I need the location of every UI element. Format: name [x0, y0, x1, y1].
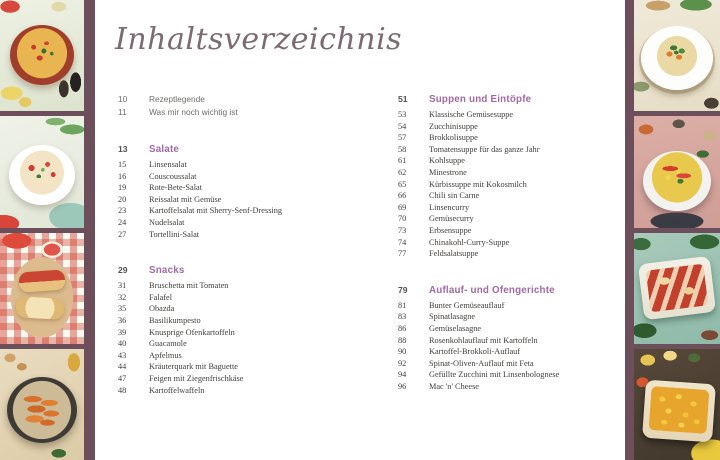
toc-intro-entry-label: Rezeptlegende: [149, 94, 205, 104]
toc-entry: [398, 358, 623, 370]
toc-entry-page-number: 24: [118, 217, 127, 227]
toc-column-right: [398, 93, 623, 392]
toc-entry: [118, 303, 390, 315]
toc-entry-page-number: 69: [398, 202, 407, 212]
toc-entry-label: Linsencurry: [429, 202, 470, 212]
toc-entry-page-number: 43: [118, 350, 127, 360]
toc-entry-page-number: 83: [398, 312, 407, 322]
toc-entry-label: Bruschetta mit Tomaten: [149, 281, 229, 291]
toc-entry: [118, 182, 390, 194]
toc-entry-page-number: 86: [398, 323, 407, 333]
toc-entry-page-number: 74: [398, 237, 407, 247]
toc-entry-page-number: 48: [118, 385, 127, 395]
toc-intro-entry: [118, 106, 390, 119]
toc-section-heading: [118, 264, 390, 277]
toc-section: [118, 143, 390, 240]
toc-section-heading-label: Salate: [149, 144, 180, 155]
photo-bruschetta: [0, 233, 84, 344]
toc-entry-page-number: 16: [118, 171, 127, 181]
toc-entry-label: Spinatlasagne: [429, 312, 476, 322]
toc-entry-page-number: 20: [118, 194, 127, 204]
toc-entry-page-number: 77: [398, 249, 407, 259]
photo-vegetable-curry: [634, 116, 720, 227]
toc-entry: [118, 315, 390, 327]
toc-section-heading-page-number: 13: [118, 144, 128, 154]
toc-entry-label: Knusprige Ofenkartoffeln: [149, 327, 235, 337]
toc-entry-page-number: 57: [398, 133, 407, 143]
toc-entry: [118, 338, 390, 350]
toc-column-left: [118, 93, 390, 396]
toc-entry-label: Kartoffelsalat mit Sherry-Senf-Dressing: [149, 206, 283, 216]
toc-entry-page-number: 58: [398, 144, 407, 154]
toc-entry-label: Kartoffelwaffeln: [149, 385, 205, 395]
toc-entry: [118, 229, 390, 241]
toc-entry-label: Tortellini-Salat: [149, 229, 200, 239]
toc-entry: [398, 335, 623, 347]
toc-entry: [398, 202, 623, 214]
toc-entry-label: Gemüselasagne: [429, 323, 482, 333]
toc-entry-label: Spinat-Oliven-Auflauf mit Feta: [429, 358, 534, 368]
toc-section: [118, 264, 390, 396]
toc-entry-page-number: 19: [118, 183, 127, 193]
photo-lasagna: [634, 233, 720, 344]
toc-entry-label: Erbsensuppe: [429, 225, 472, 235]
toc-entry-page-number: 54: [398, 121, 407, 131]
toc-intro-entry-label: Was mir noch wichtig ist: [149, 107, 238, 117]
toc-entry-label: Klassische Gemüsesuppe: [429, 110, 514, 119]
toc-entry-page-number: 40: [118, 339, 127, 349]
toc-entry: [118, 217, 390, 229]
toc-entry: [118, 373, 390, 385]
toc-entry: [398, 213, 623, 225]
toc-entry-label: Basilikumpesto: [149, 315, 201, 325]
photo-vegetable-soup: [634, 0, 720, 111]
toc-entry: [118, 292, 390, 304]
toc-intro-entry-page-number: 10: [118, 94, 128, 104]
toc-entry-label: Chili sin Carne: [429, 191, 480, 201]
toc-entry-label: Rote-Bete-Salat: [149, 183, 202, 193]
toc-entry-label: Kräuterquark mit Baguette: [149, 362, 238, 372]
toc-section-heading-label: Auflauf- und Ofengerichte: [429, 284, 555, 296]
photo-potato-wedges: [0, 349, 84, 460]
toc-entry-page-number: 70: [398, 214, 407, 224]
toc-entry-label: Bunter Gemüseauflauf: [429, 300, 505, 310]
toc-entry-label: Nudelsalat: [149, 217, 185, 227]
toc-entry: [398, 346, 623, 358]
toc-entry-page-number: 66: [398, 191, 407, 201]
toc-intro-entry: [118, 93, 390, 106]
toc-entry-label: Feigen mit Ziegenfrischkäse: [149, 373, 244, 383]
toc-entry-page-number: 65: [398, 179, 407, 189]
toc-entry-label: Mac 'n' Cheese: [429, 381, 479, 391]
toc-entry-page-number: 61: [398, 156, 407, 166]
toc-entry: [398, 121, 623, 133]
toc-entry-label: Kartoffel-Brokkoli-Auflauf: [429, 347, 521, 357]
toc-section-heading-label: Suppen und Eintöpfe: [429, 94, 532, 105]
toc-entry-label: Feldsalatsuppe: [429, 249, 479, 259]
toc-section-heading-label: Snacks: [149, 265, 185, 277]
toc-entry: [398, 248, 623, 260]
toc-section-heading: [118, 143, 390, 156]
toc-entry: [118, 327, 390, 339]
page-title: Inhaltsverzeichnis: [115, 22, 403, 57]
toc-entry-label: Reissalat mit Gemüse: [149, 194, 222, 204]
toc-entry-page-number: 96: [398, 381, 407, 391]
toc-entry: [398, 155, 623, 167]
toc-entry: [398, 311, 623, 323]
toc-entry-page-number: 23: [118, 206, 127, 216]
toc-entry-label: Kohlsuppe: [429, 156, 465, 166]
toc-entry-page-number: 15: [118, 160, 127, 169]
toc-entry-page-number: 62: [398, 167, 407, 177]
toc-entry: [398, 179, 623, 191]
toc-entry: [398, 190, 623, 202]
toc-entry-label: Tomatensuppe für das ganze Jahr: [429, 144, 540, 154]
toc-entry-page-number: 73: [398, 225, 407, 235]
photo-pasta-salad: [0, 116, 84, 227]
toc-entry: [398, 225, 623, 237]
toc-entry-page-number: 92: [398, 358, 407, 368]
toc-entry-label: Linsensalat: [149, 160, 187, 169]
toc-entry-page-number: 90: [398, 347, 407, 357]
toc-entry-label: Chinakohl-Curry-Suppe: [429, 237, 510, 247]
toc-entry-label: Couscoussalat: [149, 171, 197, 181]
toc-entry: [398, 167, 623, 179]
toc-entry: [398, 369, 623, 381]
toc-entry-page-number: 44: [118, 362, 127, 372]
photo-mac-and-cheese: [634, 349, 720, 460]
toc-content: [95, 0, 625, 460]
photo-rice-salad: [0, 0, 84, 111]
toc-section-heading-page-number: 79: [398, 284, 408, 295]
toc-entry-label: Zucchinisuppe: [429, 121, 478, 131]
toc-entry-page-number: 39: [118, 327, 127, 337]
toc-entry-label: Obazda: [149, 304, 175, 314]
toc-section: [398, 93, 623, 260]
toc-entry: [398, 323, 623, 335]
toc-entry-page-number: 32: [118, 292, 127, 302]
toc-section-heading: [398, 93, 623, 106]
toc-section-heading-page-number: 29: [118, 265, 128, 276]
toc-entry-page-number: 36: [118, 315, 127, 325]
toc-section-heading: [398, 284, 623, 297]
toc-entry: [398, 109, 623, 121]
toc-entry-label: Brokkolisuppe: [429, 133, 478, 143]
toc-entry: [118, 159, 390, 171]
toc-section: [398, 284, 623, 393]
toc-entry-label: Apfelmus: [149, 350, 182, 360]
toc-entry: [118, 171, 390, 183]
toc-entry-page-number: 94: [398, 370, 407, 380]
toc-entry: [398, 132, 623, 144]
toc-entry: [398, 237, 623, 249]
toc-entry-label: Gefüllte Zucchini mit Linsenbolognese: [429, 370, 560, 380]
toc-entry-label: Kürbissuppe mit Kokosmilch: [429, 179, 527, 189]
toc-entry-page-number: 88: [398, 335, 407, 345]
toc-entry: [118, 194, 390, 206]
toc-entry: [118, 361, 390, 373]
toc-entry-page-number: 27: [118, 229, 127, 239]
toc-entry-page-number: 53: [398, 110, 407, 119]
photo-strip-right: [625, 0, 720, 460]
toc-entry-page-number: 31: [118, 281, 127, 291]
toc-intro-entry-page-number: 11: [118, 107, 127, 117]
toc-entry-label: Falafel: [149, 292, 173, 302]
toc-entry: [118, 205, 390, 217]
toc-entry: [118, 350, 390, 362]
toc-entry: [398, 300, 623, 312]
toc-entry-page-number: 81: [398, 300, 407, 310]
toc-entry-label: Rosenkohlauflauf mit Kartoffeln: [429, 335, 538, 345]
toc-entry: [398, 144, 623, 156]
toc-section-heading-page-number: 51: [398, 94, 408, 104]
photo-strip-left: [0, 0, 95, 460]
toc-entry-label: Guacamole: [149, 339, 187, 349]
toc-entry: [118, 385, 390, 397]
toc-entry-label: Gemüsecurry: [429, 214, 474, 224]
toc-entry-page-number: 47: [118, 373, 127, 383]
toc-entry-page-number: 35: [118, 304, 127, 314]
toc-entry: [118, 280, 390, 292]
toc-entry: [398, 381, 623, 393]
toc-entry-label: Minestrone: [429, 167, 467, 177]
